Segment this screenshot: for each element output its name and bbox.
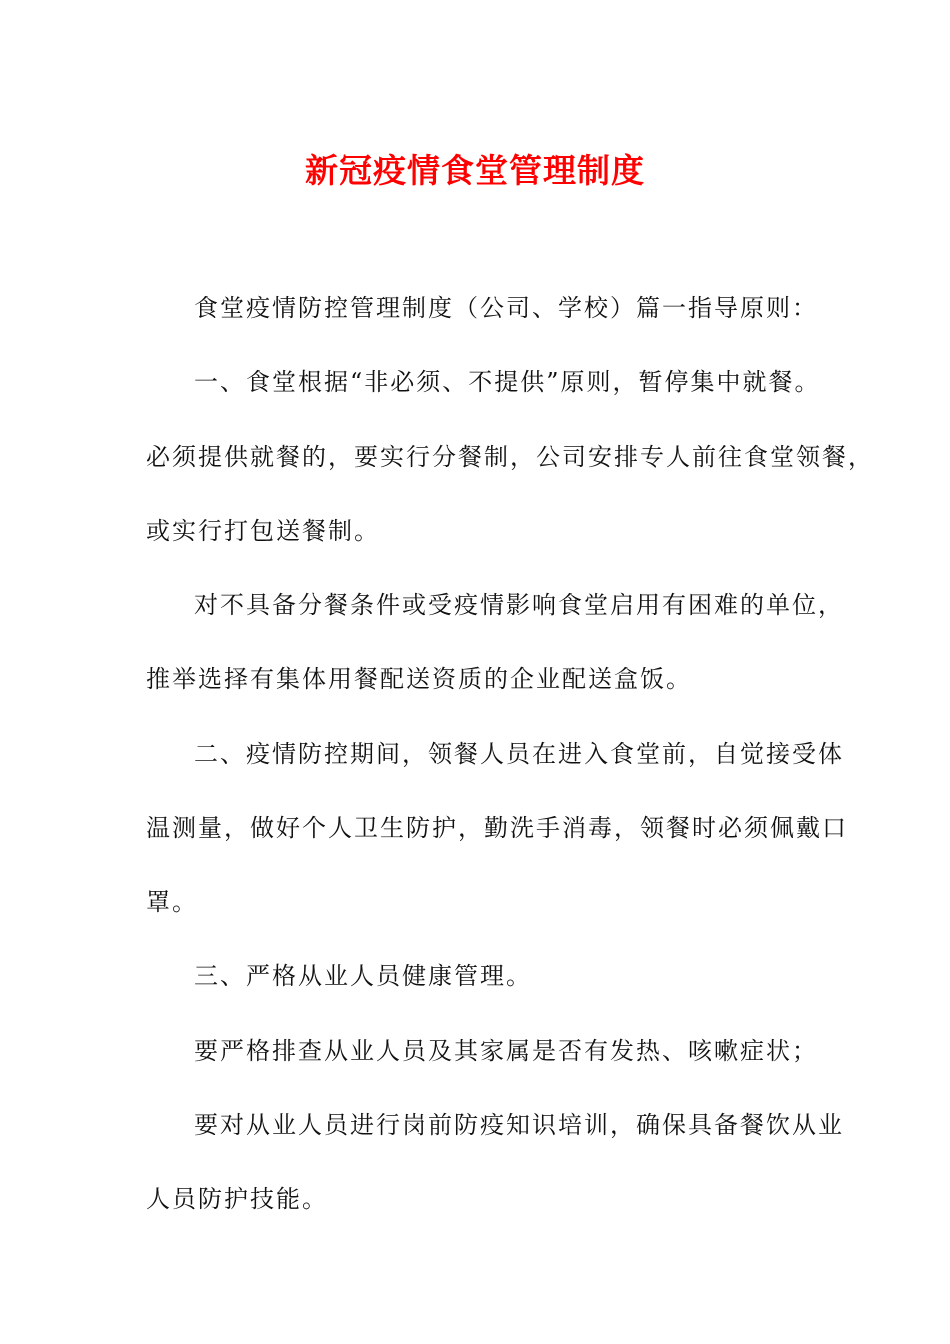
paragraph-line: 温测量，做好个人卫生防护，勤洗手消毒，领餐时必须佩戴口	[146, 814, 848, 842]
paragraph-line: 必须提供就餐的，要实行分餐制，公司安排专人前往食堂领餐，	[146, 443, 874, 471]
paragraph-line: 三、严格从业人员健康管理。	[194, 962, 532, 990]
paragraph-line: 二、疫情防控期间，领餐人员在进入食堂前，自觉接受体	[194, 740, 844, 768]
paragraph-line: 一、食堂根据“非必须、不提供”原则，暂停集中就餐。	[194, 368, 821, 396]
paragraph-line: 推举选择有集体用餐配送资质的企业配送盒饭。	[146, 665, 692, 693]
paragraph-line: 要严格排查从业人员及其家属是否有发热、咳嗽症状；	[194, 1037, 818, 1065]
paragraph-line: 食堂疫情防控管理制度（公司、学校）篇一指导原则：	[194, 294, 818, 322]
paragraph-line: 罩。	[146, 888, 198, 916]
paragraph-line: 人员防护技能。	[146, 1185, 328, 1213]
paragraph-line: 或实行打包送餐制。	[146, 517, 380, 545]
paragraph-line: 对不具备分餐条件或受疫情影响食堂启用有困难的单位，	[194, 591, 844, 619]
paragraph-line: 要对从业人员进行岗前防疫知识培训，确保具备餐饮从业	[194, 1111, 844, 1139]
document-title: 新冠疫情食堂管理制度	[305, 151, 645, 190]
